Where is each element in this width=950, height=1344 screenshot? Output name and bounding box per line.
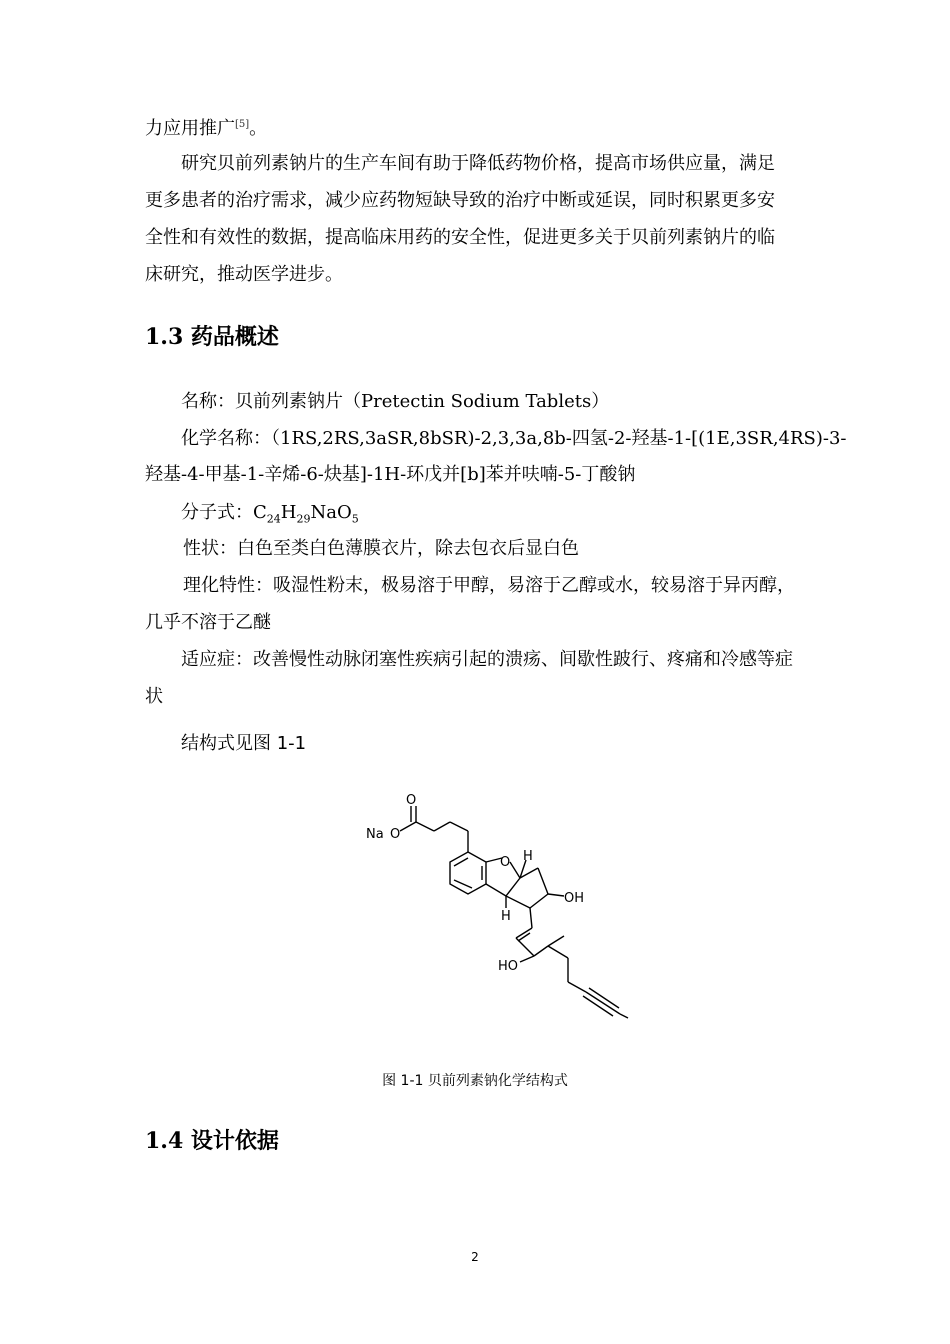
bond <box>520 956 534 962</box>
atom-label-o-ring: O <box>500 855 511 870</box>
structure-reference: 结构式见图 1-1 <box>181 733 307 754</box>
bond <box>586 992 620 1014</box>
bond <box>516 938 534 956</box>
text-span: 力应用推广 <box>145 118 235 139</box>
physchem-line: 几乎不溶于乙醚 <box>145 612 271 633</box>
drug-name-line: 名称：贝前列素钠片（Pretectin Sodium Tablets） <box>181 391 610 412</box>
atom-label-h: H <box>523 849 533 864</box>
section-heading-1-3: 1.3 药品概述 <box>145 324 279 350</box>
paragraph-line: 研究贝前列素钠片的生产车间有助于降低药物价格，提高市场供应量，满足 <box>181 153 775 174</box>
bond <box>589 988 619 1008</box>
bond <box>486 884 506 896</box>
chemical-name-line: 羟基-4-甲基-1-辛烯-6-炔基]-1H-环戊并[b]苯并呋喃-5-丁酸钠 <box>145 464 636 485</box>
atom-label-oh: OH <box>564 891 585 906</box>
bond <box>534 946 548 956</box>
appearance-line: 性状：白色至类白色薄膜衣片，除去包衣后显白色 <box>183 538 579 559</box>
atom-label-h: H <box>501 909 511 924</box>
chemical-name-line: 化学名称：（1RS,2RS,3aSR,8bSR)-2,3,3a,8b-四氢-2-羟基-1-[(1E,3SR,4RS)-3- <box>181 428 847 449</box>
physchem-line: 理化特性：吸湿性粉末，极易溶于甲醇，易溶于乙醇或水，较易溶于异丙醇， <box>183 575 795 596</box>
formula-element: H <box>280 502 297 523</box>
formula-subscript: 5 <box>351 512 359 526</box>
atom-label-ho: HO <box>498 959 519 974</box>
chemical-structure-figure <box>360 786 630 1026</box>
bond <box>518 933 530 941</box>
bond <box>506 896 530 908</box>
atom-label-o: O <box>406 793 417 808</box>
formula-line <box>181 502 359 524</box>
bond <box>620 1014 628 1018</box>
bond <box>530 894 548 908</box>
formula-subscript: 24 <box>266 512 281 526</box>
citation-ref[interactable]: [5] <box>235 119 250 130</box>
atom-label-o: O <box>390 827 401 842</box>
formula-label: 分子式： <box>181 502 253 523</box>
indication-line: 适应症：改善慢性动脉闭塞性疾病引起的溃疡、间歇性跛行、疼痛和冷感等症 <box>181 649 793 670</box>
bond <box>416 822 434 831</box>
page-number: 2 <box>471 1250 479 1264</box>
text-span: 。 <box>249 118 268 139</box>
bond <box>510 862 520 878</box>
bond <box>568 982 586 992</box>
paragraph-line <box>145 118 267 140</box>
paragraph-line: 床研究，推动医学进步。 <box>145 264 343 285</box>
paragraph-line: 全性和有效性的数据，提高临床用药的安全性，促进更多关于贝前列素钠片的临 <box>145 227 775 248</box>
formula-subscript: 29 <box>296 512 311 526</box>
paragraph-line: 更多患者的治疗需求，减少应药物短缺导致的治疗中断或延误，同时积累更多安 <box>145 190 775 211</box>
atom-label-na: Na <box>366 827 384 842</box>
bond <box>548 936 564 946</box>
bond <box>548 894 564 896</box>
bond <box>506 878 520 896</box>
indication-line: 状 <box>145 686 163 707</box>
bond <box>434 822 450 831</box>
figure-caption: 图 1-1 贝前列素钠化学结构式 <box>382 1073 568 1089</box>
bond <box>450 822 468 831</box>
formula-element: NaO <box>310 502 352 523</box>
formula-element: C <box>253 502 267 523</box>
bond <box>548 946 568 958</box>
bond <box>530 908 532 928</box>
bond <box>538 868 548 894</box>
bond <box>454 880 472 888</box>
section-heading-1-4: 1.4 设计依据 <box>145 1128 279 1154</box>
bond <box>400 822 416 831</box>
